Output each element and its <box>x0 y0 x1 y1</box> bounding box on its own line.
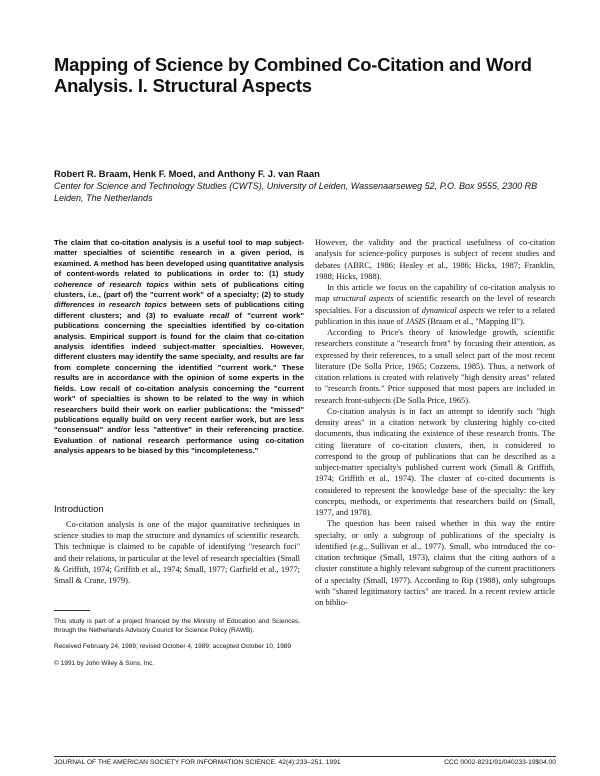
ccc-code: CCC 0002-8231/91/040233-19$04.00 <box>444 759 556 766</box>
abstract <box>54 238 304 457</box>
text-run: (Braam et al., "Mapping II"). <box>425 316 525 326</box>
journal-name: JASIS <box>405 316 426 326</box>
text-run: In this article we focus on the capability of co-citation analysis to map <box>315 283 555 304</box>
abstract-text: between sets of publications citing different clusters; and (3) to evaluate <box>54 300 305 320</box>
footnote-dates: Received February 24, 1989; revised October 4, 1989; accepted October 10, 1989 <box>54 643 292 651</box>
abstract-emphasis-recall: recall <box>209 310 230 320</box>
emphasis-dynamical: dynamical aspects <box>421 305 484 315</box>
article-title: Mapping of Science by Combined Co-Citation and Word Analysis. I. Structural Aspects <box>54 54 532 96</box>
paragraph: Co-citation analysis is one of the major quantitative techniques in science studies to map the structure and dynamics of scientific research. This technique is claimed to be capable of identifying "research foci" and their relations, in particular at the level of research specialties (Small & Griffith, 1974; Griffith et al., 1974; Small, 1977; Garfield et al., 1977; Small & Crane, 1979). <box>54 520 300 586</box>
footnote-copyright: © 1991 by John Wiley & Sons, Inc. <box>54 659 155 667</box>
emphasis-structural: structural aspects <box>332 294 394 304</box>
abstract-text: of "current work" publications concerning the specialties identified by co-citation analysis. Empirical support is found for the claim that co-citation analysis identifies indeed subject-matter specialties. However, different clusters may identify the same specialty, and results are far from complete concerning the identified "current work." These results are in accordance with the opinion of some experts in the fields. Low recall of co-citation analysis concerning the "current work" of specialties is shown to be related to the way in which researchers build their work on earlier publications: the "missed" publications equally build on very recent earlier work, but are less "consensual" and/or less "attentive" in their referencing practice. Evaluation of national research performance using co-citation analysis appears to be biased by this "incompleteness." <box>54 310 304 456</box>
footnotes <box>54 617 300 675</box>
author-list: Robert R. Braam, Henk F. Moed, and Anthony F. J. van Raan <box>54 168 320 179</box>
paragraph <box>315 282 555 327</box>
journal-citation: JOURNAL OF THE AMERICAN SOCIETY FOR INFORMATION SCIENCE. 42(4):233–251, 1991 <box>54 759 341 766</box>
text-run: we refer to a related publication in this issue of <box>315 305 555 326</box>
footnote-funding: This study is part of a project financed by the Ministry of Education and Sciences, through the Netherlands Advisory Council for Science Policy (RAWB). <box>54 618 300 635</box>
paragraph: The question has been raised whether in this way the entire specialty, or only a subgroup of publications of the specialty is identified (e.g., Sullivan et al., 1977). Small, who introduced the co-citation technique (Small, 1973), claims that the citing authors of a cluster constitute a highly relevant subgroup of the current practitioners of a specialty (Small, 1977). According to Rip (1988), only subgroups with "shared legitimatory tactics" are traced. In a recent review article on biblio- <box>315 519 555 607</box>
section-heading-introduction: Introduction <box>54 504 104 515</box>
abstract-emphasis-coherence: coherence of research topics <box>54 279 169 289</box>
text-run: of scientific research on the level of research specialties. For a discussion of <box>315 294 555 315</box>
right-column-body <box>315 237 555 608</box>
footer-divider <box>54 756 556 757</box>
paragraph: According to Price's theory of knowledge growth, scientific researchers constitute a "research front" by focusing their attention, as expressed by their references, to a small select part of the most recent literature (De Solla Price, 1965; Cozzens, 1985). Thus, a network of citation relations is created with relatively "high density areas" related to "research fronts." Price supposed that most papers are included in research front-subjects (De Solla Price, 1965). <box>315 328 555 405</box>
paragraph: Co-citation analysis is in fact an attempt to identify such "high density areas" in a citation network by clustering highly co-cited documents, thus indicating the existence of these research fronts. The citing literature of co-citation clusters, then, is considered to correspond to the group of publications that can be described as a subject-matter specialty's published current work (Small & Griffith, 1974; Griffith et al., 1974). The cluster of co-cited documents is considered to represent the knowledge base of the specialty: the key concepts, methods, or experiments that researchers build on (Small, 1977, and 1978). <box>315 406 555 517</box>
page-footer <box>54 759 556 766</box>
introduction-body <box>54 519 300 586</box>
abstract-text: within sets of publications citing clusters, i.e., (part of) the "current work" of a specialty; (2) to study <box>54 279 304 300</box>
author-affiliation: Center for Science and Technology Studies (CWTS), University of Leiden, Wassenaarseweg 52, P.O. Box 9555, 2300 RB Leiden, The Netherlands <box>54 181 538 203</box>
paragraph: However, the validity and the practical usefulness of co-citation analysis for science-policy purposes is subject of recent studies and debates (ABRC, 1986; Healey et al., 1986; Hicks, 1987; Franklin, 1988; Hicks, 1988). <box>315 238 555 281</box>
footnote-divider <box>54 610 90 611</box>
abstract-text: The claim that co-citation analysis is a useful tool to map subject-matter specialties of scientific research in a given period, is examined. A method has been developed using quantitative analysis of content-words related to publications in order to: (1) study <box>54 238 304 279</box>
abstract-emphasis-differences: differences in research topics <box>54 300 167 310</box>
